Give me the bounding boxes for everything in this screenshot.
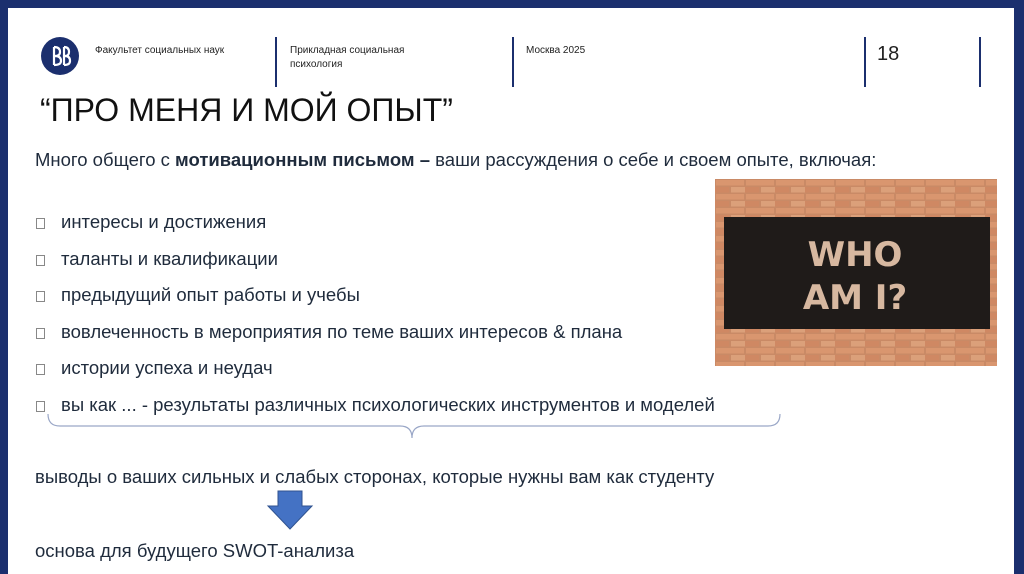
bullet-box-icon [36,364,45,375]
bullet-box-icon [36,291,45,302]
list-item [35,247,715,284]
list-item [35,356,715,393]
header-divider [979,37,981,87]
header-divider [512,37,514,87]
bullet-text: предыдущий опыт работы и учебы [61,284,360,305]
image-text-who: WHO [807,235,903,275]
bullet-box-icon [36,255,45,266]
bullet-text: интересы и достижения [61,211,267,232]
bullet-list [35,210,715,429]
bullet-text: вы как ... - результаты различных психологических инструментов и моделей [61,393,715,415]
conclusion-text: выводы о ваших сильных и слабых сторонах, которые нужны вам как студенту [35,466,715,487]
header-city-year: Москва 2025 [526,45,586,56]
bullet-box-icon [36,401,45,412]
intro-text [35,148,935,172]
grouping-brace [40,412,790,444]
header-faculty: Факультет социальных наук [95,45,225,56]
swot-text: основа для будущего SWOT-анализа [35,540,355,561]
slide-title: “ПРО МЕНЯ И МОЙ ОПЫТ” [40,92,453,128]
list-item [35,283,715,320]
hse-logo-icon [41,37,79,75]
who-am-i-image [715,179,997,366]
bullet-text: вовлеченность в мероприятия по теме ваших интересов & плана [61,320,623,342]
bullet-text: таланты и квалификации [61,247,278,269]
page-number: 18 [877,43,900,65]
down-arrow-icon [266,490,314,530]
bullet-box-icon [36,218,45,229]
bullet-text: истории успеха и неудач [61,357,273,378]
intro-bold: мотивационным письмом – [175,149,431,170]
header-divider [864,37,866,87]
intro-post: ваши рассуждения о себе и своем опыте, включая: [430,149,877,170]
list-item [35,320,715,357]
image-text-am-i: AM I? [802,278,908,318]
header-divider [275,37,277,87]
list-item [35,210,715,247]
intro-pre: Много общего с [35,149,176,170]
bullet-box-icon [36,328,45,339]
header-program: Прикладная социальная психология [290,45,405,70]
